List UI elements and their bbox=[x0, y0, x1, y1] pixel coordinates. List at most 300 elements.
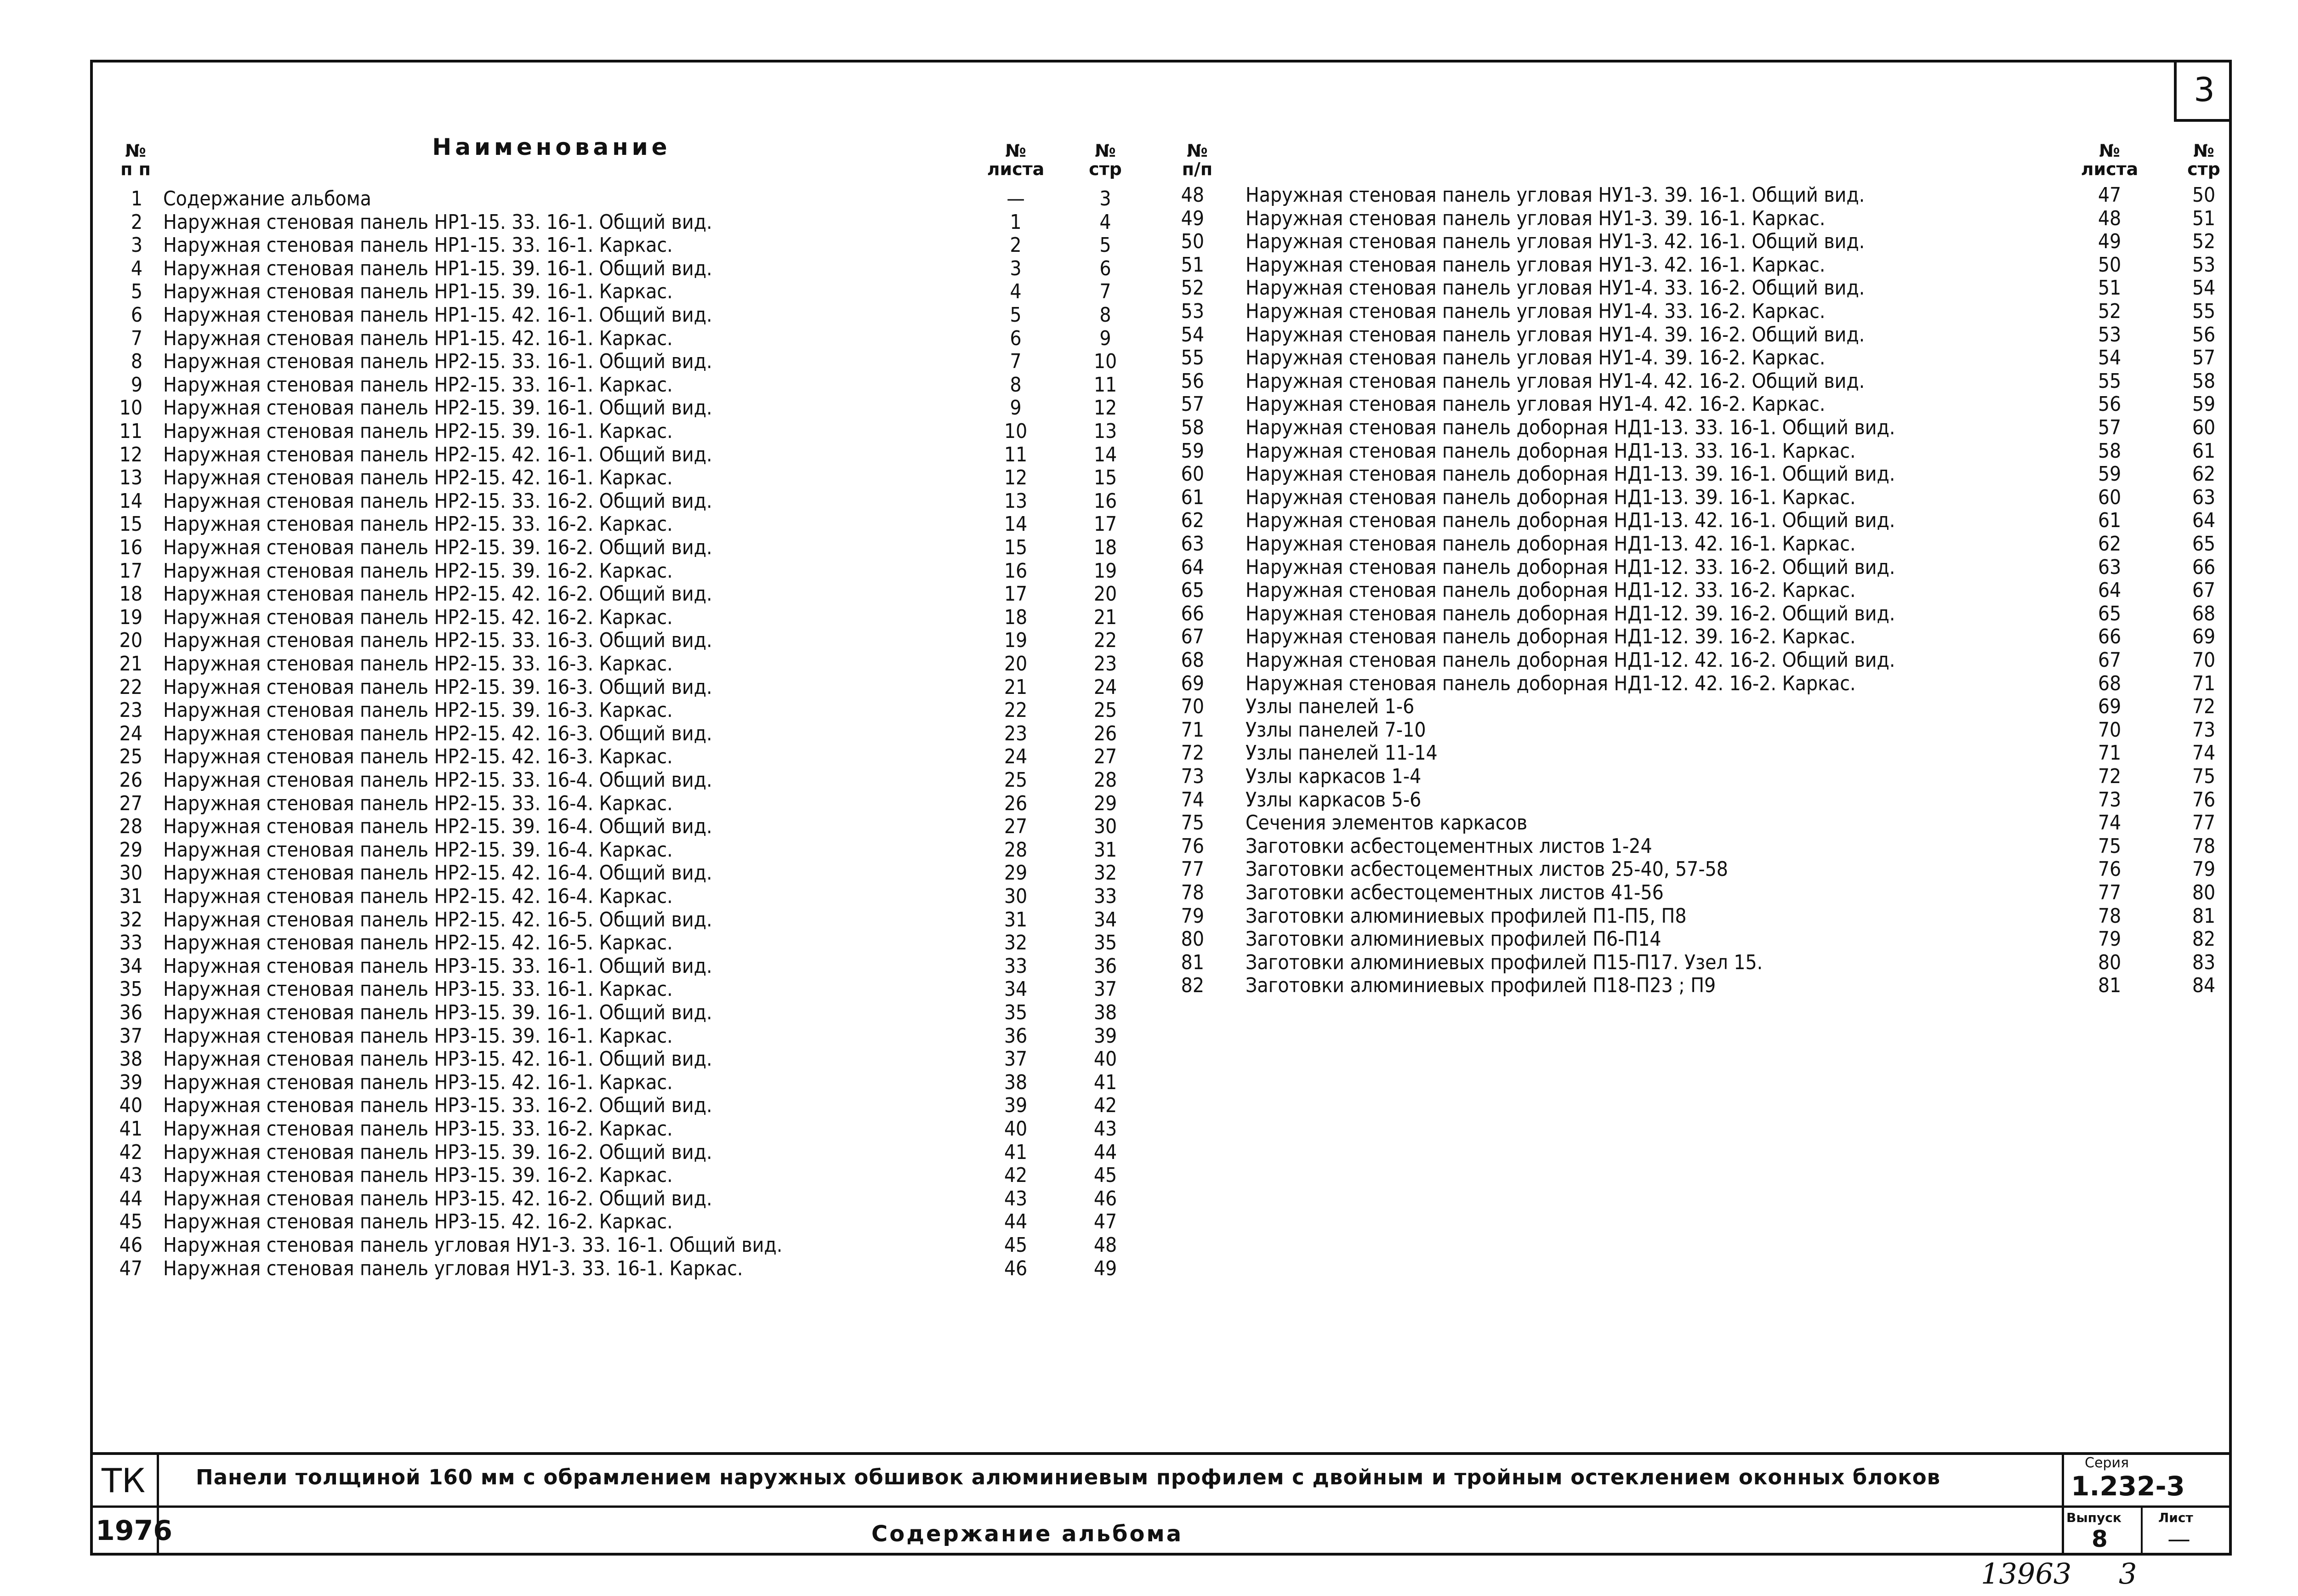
row-number: 13 bbox=[119, 466, 142, 490]
row-title: Наружная стеновая панель НР2-15. 39. 16-2. Каркас. bbox=[163, 559, 673, 583]
row-sheet: 26 bbox=[1004, 791, 1028, 815]
row-title: Наружная стеновая панель НР2-15. 39. 16-4. Общий вид. bbox=[163, 815, 712, 839]
handwritten-page: 3 bbox=[2119, 1557, 2137, 1590]
row-title: Наружная стеновая панель угловая НУ1-3. 33. 16-1. Общий вид. bbox=[163, 1233, 783, 1257]
row-number: 82 bbox=[1181, 974, 1204, 998]
row-page: 25 bbox=[1093, 699, 1117, 722]
row-number: 38 bbox=[119, 1047, 142, 1071]
row-number: 14 bbox=[119, 489, 142, 513]
row-sheet: 62 bbox=[2098, 532, 2122, 556]
row-sheet: 68 bbox=[2098, 671, 2122, 695]
row-sheet: 46 bbox=[1004, 1256, 1028, 1280]
row-number: 74 bbox=[1181, 788, 1204, 812]
row-title: Наружная стеновая панель НР2-15. 42. 16-5. Общий вид. bbox=[163, 908, 712, 931]
row-title: Наружная стеновая панель угловая НУ1-3. 42. 16-1. Общий вид. bbox=[1246, 230, 1865, 254]
row-page: 77 bbox=[2192, 811, 2216, 835]
row-sheet: 43 bbox=[1004, 1187, 1028, 1210]
row-sheet: 27 bbox=[1004, 815, 1028, 839]
row-page: 50 bbox=[2192, 183, 2216, 207]
row-title: Наружная стеновая панель НР3-15. 33. 16-2. Каркас. bbox=[163, 1117, 673, 1141]
row-page: 58 bbox=[2192, 369, 2216, 393]
row-title: Наружная стеновая панель НР2-15. 39. 16-3. Общий вид. bbox=[163, 675, 712, 699]
row-page: 10 bbox=[1093, 350, 1117, 374]
row-page: 60 bbox=[2192, 416, 2216, 439]
row-page: 21 bbox=[1093, 605, 1117, 629]
row-number: 2 bbox=[131, 210, 142, 234]
row-number: 35 bbox=[119, 977, 142, 1001]
row-title: Наружная стеновая панель угловая НУ1-4. 33. 16-2. Общий вид. bbox=[1246, 276, 1865, 300]
row-number: 53 bbox=[1181, 300, 1204, 323]
row-page: 63 bbox=[2192, 485, 2216, 509]
row-title: Наружная стеновая панель доборная НД1-13. 42. 16-1. Общий вид. bbox=[1246, 509, 1895, 533]
row-sheet: 6 bbox=[1010, 326, 1022, 350]
sheet-title: Содержание альбома bbox=[871, 1521, 1183, 1547]
row-page: 31 bbox=[1093, 838, 1117, 862]
row-page: 62 bbox=[2192, 462, 2216, 486]
row-page: 44 bbox=[1093, 1140, 1117, 1164]
row-number: 41 bbox=[119, 1117, 142, 1141]
row-sheet: 58 bbox=[2098, 439, 2122, 463]
row-sheet: 55 bbox=[2098, 369, 2122, 393]
row-title: Наружная стеновая панель доборная НД1-12. 33. 16-2. Общий вид. bbox=[1246, 555, 1895, 579]
row-number: 23 bbox=[119, 699, 142, 722]
row-number: 30 bbox=[119, 861, 142, 885]
row-title: Наружная стеновая панель НР2-15. 33. 16-3. Каркас. bbox=[163, 652, 673, 676]
row-title: Наружная стеновая панель НР2-15. 42. 16-2. Общий вид. bbox=[163, 582, 712, 606]
row-page: 18 bbox=[1093, 536, 1117, 559]
row-title: Наружная стеновая панель угловая НУ1-4. 42. 16-2. Общий вид. bbox=[1246, 369, 1865, 393]
archive-number: 13963 bbox=[1981, 1557, 2072, 1590]
row-number: 29 bbox=[119, 838, 142, 862]
row-sheet: 3 bbox=[1010, 256, 1022, 280]
row-sheet: 57 bbox=[2098, 416, 2122, 439]
row-sheet: 22 bbox=[1004, 699, 1028, 722]
row-number: 71 bbox=[1181, 718, 1204, 742]
row-sheet: 4 bbox=[1010, 280, 1022, 304]
row-page: 35 bbox=[1093, 931, 1117, 955]
left-header-num: № п п bbox=[120, 141, 151, 179]
row-title: Наружная стеновая панель НР3-15. 39. 16-2. Каркас. bbox=[163, 1164, 673, 1187]
row-sheet: 79 bbox=[2098, 927, 2122, 951]
right-header-page: № стр bbox=[2187, 141, 2220, 179]
issue-label: Выпуск bbox=[2066, 1510, 2122, 1525]
row-number: 63 bbox=[1181, 532, 1204, 556]
row-sheet: 31 bbox=[1004, 908, 1028, 931]
row-page: 55 bbox=[2192, 300, 2216, 323]
row-page: 68 bbox=[2192, 602, 2216, 625]
row-number: 34 bbox=[119, 954, 142, 978]
row-number: 27 bbox=[119, 791, 142, 815]
row-title: Сечения элементов каркасов bbox=[1246, 811, 1528, 835]
row-sheet: 39 bbox=[1004, 1094, 1028, 1118]
row-page: 29 bbox=[1093, 791, 1117, 815]
row-sheet: 35 bbox=[1004, 1001, 1028, 1024]
row-number: 21 bbox=[119, 652, 142, 676]
row-sheet: — bbox=[1007, 187, 1025, 210]
row-sheet: 2 bbox=[1010, 233, 1022, 257]
row-title: Наружная стеновая панель угловая НУ1-4. 39. 16-2. Каркас. bbox=[1246, 346, 1826, 370]
row-title: Узлы панелей 7-10 bbox=[1246, 718, 1426, 742]
row-number: 40 bbox=[119, 1094, 142, 1118]
row-title: Наружная стеновая панель НР2-15. 42. 16-4. Общий вид. bbox=[163, 861, 712, 885]
row-number: 55 bbox=[1181, 346, 1204, 370]
row-page: 32 bbox=[1093, 861, 1117, 885]
row-page: 74 bbox=[2192, 741, 2216, 765]
row-number: 54 bbox=[1181, 323, 1204, 346]
row-number: 59 bbox=[1181, 439, 1204, 463]
row-title: Наружная стеновая панель НР3-15. 42. 16-1. Каркас. bbox=[163, 1070, 673, 1094]
row-page: 54 bbox=[2192, 276, 2216, 300]
row-page: 22 bbox=[1093, 629, 1117, 653]
row-sheet: 53 bbox=[2098, 323, 2122, 346]
row-number: 65 bbox=[1181, 579, 1204, 602]
row-number: 11 bbox=[119, 420, 142, 443]
row-title: Наружная стеновая панель угловая НУ1-3. 39. 16-1. Общий вид. bbox=[1246, 183, 1865, 207]
row-page: 78 bbox=[2192, 834, 2216, 858]
row-number: 60 bbox=[1181, 462, 1204, 486]
row-number: 51 bbox=[1181, 253, 1204, 277]
row-sheet: 59 bbox=[2098, 462, 2122, 486]
row-page: 46 bbox=[1093, 1187, 1117, 1210]
row-sheet: 81 bbox=[2098, 974, 2122, 998]
row-sheet: 20 bbox=[1004, 652, 1028, 676]
row-sheet: 11 bbox=[1004, 443, 1028, 466]
row-sheet: 69 bbox=[2098, 695, 2122, 719]
row-number: 77 bbox=[1181, 858, 1204, 881]
row-number: 70 bbox=[1181, 695, 1204, 719]
row-page: 23 bbox=[1093, 652, 1117, 676]
row-sheet: 1 bbox=[1010, 210, 1022, 234]
row-title: Наружная стеновая панель угловая НУ1-3. 42. 16-1. Каркас. bbox=[1246, 253, 1826, 277]
row-sheet: 23 bbox=[1004, 721, 1028, 745]
row-page: 47 bbox=[1093, 1210, 1117, 1234]
row-number: 17 bbox=[119, 559, 142, 583]
row-page: 42 bbox=[1093, 1094, 1117, 1118]
row-title: Наружная стеновая панель НР2-15. 33. 16-4. Каркас. bbox=[163, 791, 673, 815]
row-title: Наружная стеновая панель НР3-15. 42. 16-2. Общий вид. bbox=[163, 1187, 712, 1210]
row-page: 69 bbox=[2192, 625, 2216, 649]
row-page: 41 bbox=[1093, 1070, 1117, 1094]
row-title: Наружная стеновая панель доборная НД1-12. 39. 16-2. Каркас. bbox=[1246, 625, 1856, 649]
row-number: 69 bbox=[1181, 671, 1204, 695]
row-sheet: 30 bbox=[1004, 885, 1028, 908]
row-number: 68 bbox=[1181, 648, 1204, 672]
row-sheet: 40 bbox=[1004, 1117, 1028, 1141]
row-sheet: 51 bbox=[2098, 276, 2122, 300]
row-title: Наружная стеновая панель НР3-15. 33. 16-1. Каркас. bbox=[163, 977, 673, 1001]
row-title: Заготовки алюминиевых профилей П18-П23 ; П9 bbox=[1246, 974, 1716, 998]
row-title: Наружная стеновая панель НР1-15. 39. 16-1. Общий вид. bbox=[163, 256, 712, 280]
row-title: Наружная стеновая панель НР3-15. 39. 16-1. Общий вид. bbox=[163, 1001, 712, 1024]
row-page: 12 bbox=[1093, 396, 1117, 420]
row-page: 13 bbox=[1093, 420, 1117, 443]
row-page: 3 bbox=[1099, 187, 1111, 210]
row-title: Наружная стеновая панель НР2-15. 39. 16-2. Общий вид. bbox=[163, 536, 712, 559]
row-page: 38 bbox=[1093, 1001, 1117, 1024]
row-number: 33 bbox=[119, 931, 142, 955]
row-title: Наружная стеновая панель НР2-15. 42. 16-5. Каркас. bbox=[163, 931, 673, 955]
row-sheet: 10 bbox=[1004, 420, 1028, 443]
row-sheet: 15 bbox=[1004, 536, 1028, 559]
row-page: 34 bbox=[1093, 908, 1117, 931]
row-title: Узлы панелей 1-6 bbox=[1246, 695, 1415, 719]
row-page: 76 bbox=[2192, 788, 2216, 812]
row-sheet: 71 bbox=[2098, 741, 2122, 765]
row-page: 59 bbox=[2192, 392, 2216, 416]
row-title: Наружная стеновая панель НР3-15. 39. 16-1. Каркас. bbox=[163, 1024, 673, 1048]
row-sheet: 60 bbox=[2098, 485, 2122, 509]
row-sheet: 74 bbox=[2098, 811, 2122, 835]
row-number: 52 bbox=[1181, 276, 1204, 300]
row-page: 65 bbox=[2192, 532, 2216, 556]
row-number: 66 bbox=[1181, 602, 1204, 625]
row-title: Заготовки асбестоцементных листов 41-56 bbox=[1246, 881, 1664, 904]
row-title: Наружная стеновая панель НР3-15. 33. 16-2. Общий вид. bbox=[163, 1094, 712, 1118]
row-page: 5 bbox=[1099, 233, 1111, 257]
row-number: 31 bbox=[119, 885, 142, 908]
row-sheet: 75 bbox=[2098, 834, 2122, 858]
row-number: 25 bbox=[119, 745, 142, 769]
row-number: 46 bbox=[119, 1233, 142, 1257]
row-page: 66 bbox=[2192, 555, 2216, 579]
row-title: Содержание альбома bbox=[163, 187, 371, 210]
row-sheet: 12 bbox=[1004, 466, 1028, 490]
right-header-num: № п/п bbox=[1182, 141, 1213, 179]
right-header-sheet: № листа bbox=[2081, 141, 2139, 179]
row-page: 79 bbox=[2192, 858, 2216, 881]
sheet-value: — bbox=[2167, 1526, 2190, 1552]
row-title: Наружная стеновая панель угловая НУ1-4. 42. 16-2. Каркас. bbox=[1246, 392, 1826, 416]
row-title: Наружная стеновая панель НР2-15. 33. 16-3. Общий вид. bbox=[163, 629, 712, 653]
row-number: 44 bbox=[119, 1187, 142, 1210]
row-sheet: 77 bbox=[2098, 881, 2122, 904]
row-sheet: 50 bbox=[2098, 253, 2122, 277]
row-number: 10 bbox=[119, 396, 142, 420]
row-number: 22 bbox=[119, 675, 142, 699]
row-number: 19 bbox=[119, 605, 142, 629]
row-sheet: 37 bbox=[1004, 1047, 1028, 1071]
row-title: Наружная стеновая панель доборная НД1-13. 39. 16-1. Каркас. bbox=[1246, 485, 1856, 509]
row-page: 73 bbox=[2192, 718, 2216, 742]
row-page: 17 bbox=[1093, 512, 1117, 536]
row-number: 5 bbox=[131, 280, 142, 304]
left-header-sheet: № листа bbox=[987, 141, 1045, 179]
row-sheet: 44 bbox=[1004, 1210, 1028, 1234]
series-value: 1.232-3 bbox=[2071, 1471, 2185, 1502]
row-title: Заготовки асбестоцементных листов 1-24 bbox=[1246, 834, 1652, 858]
row-title: Наружная стеновая панель доборная НД1-13. 33. 16-1. Общий вид. bbox=[1246, 416, 1895, 439]
row-title: Наружная стеновая панель доборная НД1-13. 42. 16-1. Каркас. bbox=[1246, 532, 1856, 556]
row-number: 20 bbox=[119, 629, 142, 653]
row-sheet: 42 bbox=[1004, 1164, 1028, 1187]
row-page: 11 bbox=[1093, 373, 1117, 397]
row-sheet: 47 bbox=[2098, 183, 2122, 207]
row-number: 45 bbox=[119, 1210, 142, 1234]
row-page: 40 bbox=[1093, 1047, 1117, 1071]
row-page: 84 bbox=[2192, 974, 2216, 998]
row-title: Наружная стеновая панель НР1-15. 39. 16-1. Каркас. bbox=[163, 280, 673, 304]
row-sheet: 45 bbox=[1004, 1233, 1028, 1257]
row-page: 51 bbox=[2192, 206, 2216, 230]
row-page: 26 bbox=[1093, 721, 1117, 745]
row-number: 79 bbox=[1181, 904, 1204, 928]
row-sheet: 52 bbox=[2098, 300, 2122, 323]
row-number: 81 bbox=[1181, 950, 1204, 974]
row-sheet: 28 bbox=[1004, 838, 1028, 862]
row-title: Наружная стеновая панель угловая НУ1-3. 33. 16-1. Каркас. bbox=[163, 1256, 743, 1280]
row-number: 75 bbox=[1181, 811, 1204, 835]
page-number-box: 3 bbox=[2174, 60, 2232, 122]
row-page: 36 bbox=[1093, 954, 1117, 978]
row-title: Наружная стеновая панель НР2-15. 42. 16-1. Каркас. bbox=[163, 466, 673, 490]
row-sheet: 29 bbox=[1004, 861, 1028, 885]
row-sheet: 13 bbox=[1004, 489, 1028, 513]
row-number: 15 bbox=[119, 512, 142, 536]
row-sheet: 34 bbox=[1004, 977, 1028, 1001]
row-number: 49 bbox=[1181, 206, 1204, 230]
row-page: 39 bbox=[1093, 1024, 1117, 1048]
row-title: Заготовки алюминиевых профилей П6-П14 bbox=[1246, 927, 1661, 951]
row-title: Наружная стеновая панель НР2-15. 33. 16-1. Общий вид. bbox=[163, 350, 712, 374]
row-page: 30 bbox=[1093, 815, 1117, 839]
row-title: Наружная стеновая панель НР2-15. 39. 16-1. Общий вид. bbox=[163, 396, 712, 420]
row-title: Наружная стеновая панель НР2-15. 33. 16-2. Общий вид. bbox=[163, 489, 712, 513]
row-page: 80 bbox=[2192, 881, 2216, 904]
row-number: 43 bbox=[119, 1164, 142, 1187]
row-sheet: 14 bbox=[1004, 512, 1028, 536]
row-number: 28 bbox=[119, 815, 142, 839]
row-sheet: 18 bbox=[1004, 605, 1028, 629]
row-title: Наружная стеновая панель НР2-15. 33. 16-4. Общий вид. bbox=[163, 768, 712, 792]
row-title: Наружная стеновая панель НР2-15. 39. 16-3. Каркас. bbox=[163, 699, 673, 722]
row-page: 82 bbox=[2192, 927, 2216, 951]
row-page: 43 bbox=[1093, 1117, 1117, 1141]
row-title: Заготовки асбестоцементных листов 25-40, 57-58 bbox=[1246, 858, 1728, 881]
row-number: 39 bbox=[119, 1070, 142, 1094]
series-label: Серия bbox=[2085, 1455, 2129, 1471]
row-title: Наружная стеновая панель НР1-15. 42. 16-1. Каркас. bbox=[163, 326, 673, 350]
row-sheet: 32 bbox=[1004, 931, 1028, 955]
row-title: Наружная стеновая панель НР3-15. 39. 16-2. Общий вид. bbox=[163, 1140, 712, 1164]
row-title: Наружная стеновая панель НР2-15. 42. 16-3. Каркас. bbox=[163, 745, 673, 769]
row-sheet: 78 bbox=[2098, 904, 2122, 928]
row-sheet: 24 bbox=[1004, 745, 1028, 769]
row-sheet: 56 bbox=[2098, 392, 2122, 416]
row-number: 64 bbox=[1181, 555, 1204, 579]
row-number: 76 bbox=[1181, 834, 1204, 858]
row-page: 72 bbox=[2192, 695, 2216, 719]
row-sheet: 70 bbox=[2098, 718, 2122, 742]
row-page: 67 bbox=[2192, 579, 2216, 602]
row-number: 9 bbox=[131, 373, 142, 397]
row-number: 42 bbox=[119, 1140, 142, 1164]
row-page: 7 bbox=[1099, 280, 1111, 304]
row-title: Наружная стеновая панель НР3-15. 42. 16-2. Каркас. bbox=[163, 1210, 673, 1234]
row-title: Наружная стеновая панель НР1-15. 42. 16-1. Общий вид. bbox=[163, 303, 712, 327]
row-page: 6 bbox=[1099, 256, 1111, 280]
year: 1976 bbox=[96, 1515, 172, 1547]
row-title: Наружная стеновая панель доборная НД1-12. 33. 16-2. Каркас. bbox=[1246, 579, 1856, 602]
row-number: 56 bbox=[1181, 369, 1204, 393]
row-page: 4 bbox=[1099, 210, 1111, 234]
row-sheet: 33 bbox=[1004, 954, 1028, 978]
row-page: 75 bbox=[2192, 765, 2216, 788]
row-number: 7 bbox=[131, 326, 142, 350]
row-page: 8 bbox=[1099, 303, 1111, 327]
row-title: Наружная стеновая панель доборная НД1-12. 39. 16-2. Общий вид. bbox=[1246, 602, 1895, 625]
row-title: Узлы каркасов 5-6 bbox=[1246, 788, 1422, 812]
row-number: 36 bbox=[119, 1001, 142, 1024]
row-number: 57 bbox=[1181, 392, 1204, 416]
row-sheet: 54 bbox=[2098, 346, 2122, 370]
left-header-name: Наименование bbox=[432, 134, 671, 160]
row-title: Наружная стеновая панель НР2-15. 42. 16-4. Каркас. bbox=[163, 885, 673, 908]
row-sheet: 61 bbox=[2098, 509, 2122, 533]
row-number: 37 bbox=[119, 1024, 142, 1048]
row-sheet: 19 bbox=[1004, 629, 1028, 653]
row-number: 8 bbox=[131, 350, 142, 374]
row-number: 80 bbox=[1181, 927, 1204, 951]
row-page: 28 bbox=[1093, 768, 1117, 792]
row-title: Наружная стеновая панель доборная НД1-12. 42. 16-2. Общий вид. bbox=[1246, 648, 1895, 672]
row-title: Наружная стеновая панель НР2-15. 33. 16-1. Каркас. bbox=[163, 373, 673, 397]
row-sheet: 36 bbox=[1004, 1024, 1028, 1048]
row-number: 48 bbox=[1181, 183, 1204, 207]
row-page: 19 bbox=[1093, 559, 1117, 583]
row-number: 24 bbox=[119, 721, 142, 745]
row-sheet: 16 bbox=[1004, 559, 1028, 583]
row-sheet: 72 bbox=[2098, 765, 2122, 788]
row-title: Наружная стеновая панель НР2-15. 42. 16-3. Общий вид. bbox=[163, 721, 712, 745]
row-title: Наружная стеновая панель угловая НУ1-4. 39. 16-2. Общий вид. bbox=[1246, 323, 1865, 346]
row-sheet: 41 bbox=[1004, 1140, 1028, 1164]
row-title: Наружная стеновая панель НР2-15. 39. 16-4. Каркас. bbox=[163, 838, 673, 862]
row-page: 45 bbox=[1093, 1164, 1117, 1187]
row-title: Узлы панелей 11-14 bbox=[1246, 741, 1438, 765]
row-title: Наружная стеновая панель НР1-15. 33. 16-1. Общий вид. bbox=[163, 210, 712, 234]
row-sheet: 9 bbox=[1010, 396, 1022, 420]
row-sheet: 8 bbox=[1010, 373, 1022, 397]
row-title: Наружная стеновая панель НР2-15. 39. 16-1. Каркас. bbox=[163, 420, 673, 443]
row-sheet: 38 bbox=[1004, 1070, 1028, 1094]
row-page: 56 bbox=[2192, 323, 2216, 346]
row-sheet: 7 bbox=[1010, 350, 1022, 374]
row-page: 20 bbox=[1093, 582, 1117, 606]
row-number: 16 bbox=[119, 536, 142, 559]
row-number: 1 bbox=[131, 187, 142, 210]
row-number: 73 bbox=[1181, 765, 1204, 788]
title-block bbox=[90, 1452, 2232, 1556]
row-number: 6 bbox=[131, 303, 142, 327]
row-page: 71 bbox=[2192, 671, 2216, 695]
row-page: 33 bbox=[1093, 885, 1117, 908]
row-page: 48 bbox=[1093, 1233, 1117, 1257]
row-number: 12 bbox=[119, 443, 142, 466]
row-number: 47 bbox=[119, 1256, 142, 1280]
left-header-page: № стр bbox=[1089, 141, 1122, 179]
row-title: Заготовки алюминиевых профилей П1-П5, П8 bbox=[1246, 904, 1687, 928]
row-page: 70 bbox=[2192, 648, 2216, 672]
row-title: Наружная стеновая панель НР2-15. 42. 16-2. Каркас. bbox=[163, 605, 673, 629]
row-title: Наружная стеновая панель НР3-15. 42. 16-1. Общий вид. bbox=[163, 1047, 712, 1071]
row-number: 32 bbox=[119, 908, 142, 931]
row-sheet: 67 bbox=[2098, 648, 2122, 672]
row-number: 61 bbox=[1181, 485, 1204, 509]
row-number: 72 bbox=[1181, 741, 1204, 765]
row-sheet: 65 bbox=[2098, 602, 2122, 625]
row-page: 14 bbox=[1093, 443, 1117, 466]
row-sheet: 48 bbox=[2098, 206, 2122, 230]
